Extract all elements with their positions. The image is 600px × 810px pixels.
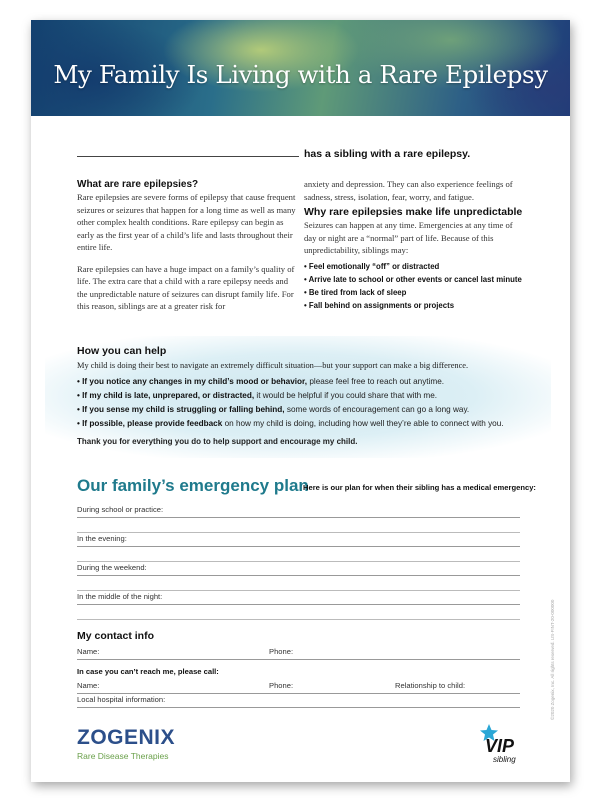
vip-subtext: sibling — [493, 755, 516, 764]
header-banner — [31, 20, 570, 116]
contact-row-backup — [77, 681, 520, 694]
right-column — [304, 178, 526, 312]
backup-contact-label: In case you can’t reach me, please call: — [77, 667, 219, 676]
unpredictable-paragraph: Seizures can happen at any time. Emergencies at any time of day or night are a “normal” part of life. Because of this unpredictability, siblings may: — [304, 220, 513, 255]
page-title: My Family Is Living with a Rare Epilepsy — [53, 60, 548, 89]
list-item: • Fall behind on assignments or projects — [304, 300, 455, 310]
phone-field[interactable]: Phone: — [269, 647, 294, 656]
list-item: • Be tired from lack of sleep — [304, 287, 407, 297]
left-column — [77, 178, 299, 322]
backup-name-field[interactable]: Name: — [77, 681, 100, 690]
list-item: • If my child is late, unprepared, or distracted, it would be helpful if you could share that with me. — [77, 391, 438, 400]
copyright-note: ©2020 Zogenix, Inc. All rights reserved. US-FINT-20-000000 — [550, 599, 555, 720]
hospital-label: Local hospital information: — [77, 695, 166, 704]
how-you-can-help-panel — [45, 336, 551, 458]
help-intro: My child is doing their best to navigate an extremely difficult situation—but your support can make a big difference. — [77, 361, 469, 370]
plan-field-weekend[interactable]: During the weekend: — [77, 563, 520, 576]
plan-field-school[interactable]: During school or practice: — [77, 505, 520, 518]
thank-you-note: Thank you for everything you do to help support and encourage my child. — [77, 437, 358, 446]
contact-info-title: My contact info — [77, 630, 155, 642]
list-item: • Feel emotionally “off” or distracted — [304, 261, 440, 271]
vip-sibling-logo — [479, 722, 527, 768]
rare-epilepsies-paragraph-1: Rare epilepsies are severe forms of epilepsy that cause frequent seizures or seizures that happen for a long time as well as many other complex health conditions. Rare epilepsy can begin as early as the first year of a child’s life and lasts throughout their entire life. — [77, 192, 296, 252]
relationship-field[interactable]: Relationship to child: — [395, 681, 466, 690]
list-item: • If you sense my child is struggling or falling behind, some words of encouragement can go a long way. — [77, 405, 470, 414]
hospital-info-field[interactable] — [77, 695, 520, 708]
continued-paragraph: anxiety and depression. They can also experience feelings of sadness, stress, isolation, fear, worry, and fatigue. — [304, 179, 513, 202]
child-name-blank-line — [77, 156, 299, 157]
sibling-statement: has a sibling with a rare epilepsy. — [304, 148, 471, 160]
name-field[interactable]: Name: — [77, 647, 100, 656]
plan-line — [77, 532, 520, 533]
flyer-sheet — [31, 20, 570, 782]
plan-line — [77, 619, 520, 620]
plan-line — [77, 590, 520, 591]
help-heading: How you can help — [77, 345, 167, 357]
zogenix-logo — [77, 727, 175, 761]
vip-text: VIP — [485, 736, 515, 756]
plan-line — [77, 561, 520, 562]
emergency-plan-subtitle: Here is our plan for when their sibling has a medical emergency: — [303, 483, 536, 492]
list-item: • If possible, please provide feedback on how my child is doing, including how well they’re able to connect with you. — [77, 419, 504, 428]
plan-field-evening[interactable]: In the evening: — [77, 534, 520, 547]
sibling-effects-list — [304, 260, 526, 312]
list-item: • Arrive late to school or other events or cancel last minute — [304, 274, 522, 284]
logo-wordmark: ZOGENIX — [77, 726, 176, 749]
backup-phone-field[interactable]: Phone: — [269, 681, 294, 690]
emergency-plan-title: Our family’s emergency plan — [77, 476, 309, 495]
list-item: • If you notice any changes in my child’s mood or behavior, please feel free to reach out anytime. — [77, 377, 445, 386]
logo-tagline: Rare Disease Therapies — [77, 751, 169, 761]
contact-row-primary — [77, 647, 520, 660]
unpredictable-heading: Why rare epilepsies make life unpredictable — [304, 206, 523, 218]
rare-epilepsies-heading: What are rare epilepsies? — [77, 179, 199, 190]
help-list — [77, 375, 547, 431]
plan-field-night[interactable]: In the middle of the night: — [77, 592, 520, 605]
rare-epilepsies-paragraph-2: Rare epilepsies can have a huge impact on a family’s quality of life. The extra care that a child with a rare epilepsy needs and the unpredictable nature of seizures can disrupt family life. For this reason, siblings are at a greater risk for — [77, 263, 295, 311]
